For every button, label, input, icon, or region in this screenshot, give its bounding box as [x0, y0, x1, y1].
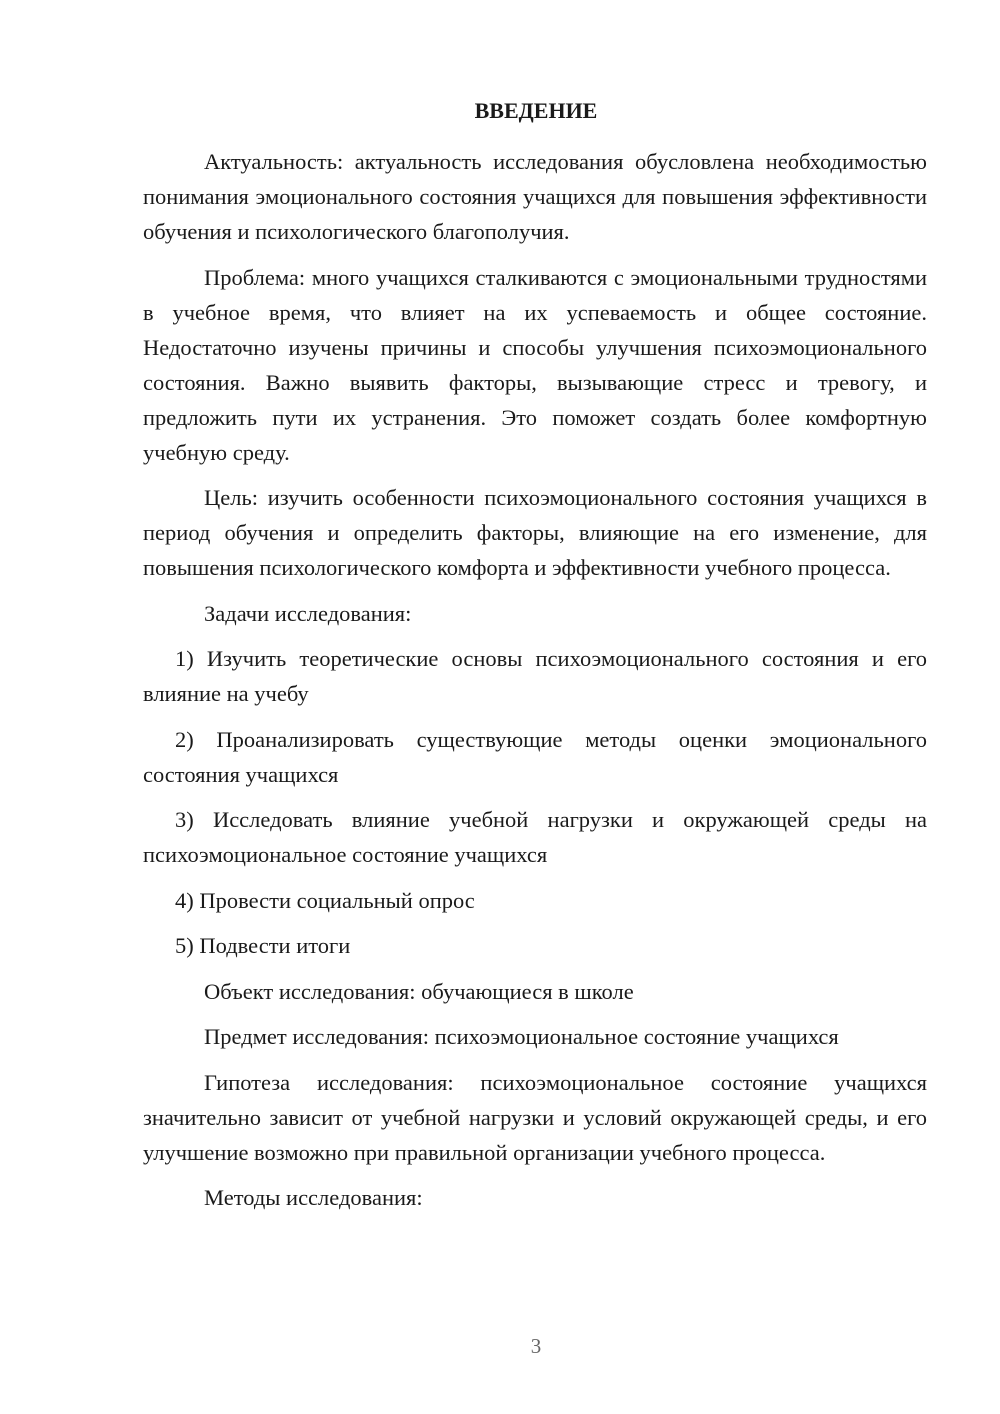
task-item-1: 1) Изучить теоретические основы психоэмоционального состояния и его влияние на учебу — [143, 646, 927, 706]
goal-paragraph: Цель: изучить особенности психоэмоционального состояния учащихся в период обучения и определить факторы, влияющие на его изменение, для повышения психологического комфорта и эффективности учебного процесса. — [143, 485, 927, 580]
subject-paragraph: Предмет исследования: психоэмоциональное состояние учащихся — [204, 1024, 839, 1049]
document-body — [143, 144, 927, 1226]
problem-paragraph: Проблема: много учащихся сталкиваются с эмоциональными трудностями в учебное время, что влияет на их успеваемость и общее состояние. Недостаточно изучены причины и способы улучшения психоэмоционального состояния. Важно выявить факторы, вызывающие стресс и тревогу, и предложить пути их устранения. Это поможет создать более комфортную учебную среду. — [143, 264, 927, 465]
relevance-paragraph: Актуальность: актуальность исследования обусловлена необходимостью понимания эмоционального состояния учащихся для повышения эффективности обучения и психологического благополучия. — [143, 149, 927, 244]
task-item-5: 5) Подвести итоги — [175, 933, 351, 958]
hypothesis-paragraph: Гипотеза исследования: психоэмоциональное состояние учащихся значительно зависит от учебной нагрузки и условий окружающей среды, и его улучшение возможно при правильной организации учебного процесса. — [143, 1069, 927, 1165]
task-item-2: 2) Проанализировать существующие методы оценки эмоционального состояния учащихся — [143, 726, 927, 787]
page-number: 3 — [530, 1334, 542, 1358]
tasks-heading: Задачи исследования: — [204, 600, 412, 626]
methods-heading: Методы исследования: — [204, 1185, 423, 1210]
task-item-4: 4) Провести социальный опрос — [175, 887, 475, 913]
section-title: ВВЕДЕНИЕ — [474, 98, 598, 123]
task-item-3: 3) Исследовать влияние учебной нагрузки и окружающей среды на психоэмоциональное состояние учащихся — [143, 807, 927, 867]
object-paragraph: Объект исследования: обучающиеся в школе — [204, 978, 634, 1004]
